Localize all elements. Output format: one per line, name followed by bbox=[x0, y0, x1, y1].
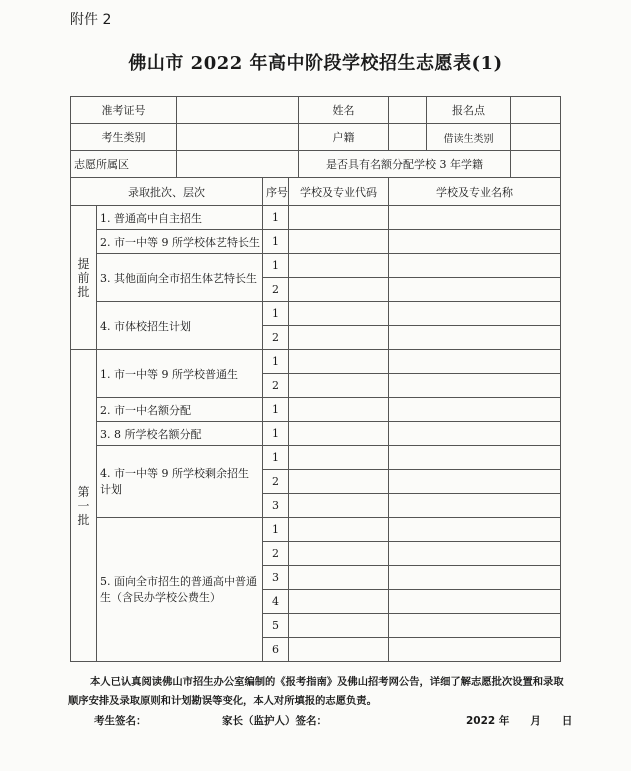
item-label: 1. 普通高中自主招生 bbox=[97, 206, 263, 230]
header-seq: 序号 bbox=[263, 178, 289, 206]
item-label: 1. 市一中等 9 所学校普通生 bbox=[97, 350, 263, 398]
item-label: 2. 市一中等 9 所学校体艺特长生 bbox=[97, 230, 263, 254]
code-cell[interactable] bbox=[289, 470, 389, 494]
seq-number: 2 bbox=[263, 278, 289, 302]
seq-number: 2 bbox=[263, 326, 289, 350]
code-cell[interactable] bbox=[289, 254, 389, 278]
category-label: 考生类别 bbox=[71, 124, 177, 151]
reg-point-label: 报名点 bbox=[427, 97, 511, 124]
table-row bbox=[71, 398, 561, 422]
batch-label-early: 提 前 批 bbox=[71, 206, 97, 350]
code-cell[interactable] bbox=[289, 566, 389, 590]
borrow-category-field[interactable] bbox=[511, 124, 561, 151]
name-cell[interactable] bbox=[389, 230, 561, 254]
name-cell[interactable] bbox=[389, 470, 561, 494]
name-cell[interactable] bbox=[389, 206, 561, 230]
borrow-category-label: 借读生类别 bbox=[427, 124, 511, 151]
reg-point-field[interactable] bbox=[511, 97, 561, 124]
code-cell[interactable] bbox=[289, 446, 389, 470]
info-row-1 bbox=[71, 97, 561, 124]
name-field[interactable] bbox=[389, 97, 427, 124]
seq-number: 1 bbox=[263, 422, 289, 446]
seq-number: 2 bbox=[263, 470, 289, 494]
info-row-3 bbox=[71, 151, 561, 178]
code-cell[interactable] bbox=[289, 590, 389, 614]
hukou-label: 户籍 bbox=[299, 124, 389, 151]
table-row bbox=[71, 206, 561, 230]
code-cell[interactable] bbox=[289, 230, 389, 254]
name-cell[interactable] bbox=[389, 518, 561, 542]
name-cell[interactable] bbox=[389, 350, 561, 374]
quota-label: 是否具有名额分配学校 3 年学籍 bbox=[299, 151, 511, 178]
signature-date: 2022 年 月 日 bbox=[466, 715, 573, 727]
code-cell[interactable] bbox=[289, 638, 389, 662]
header-code: 学校及专业代码 bbox=[289, 178, 389, 206]
annex-label: 附件 2 bbox=[70, 12, 112, 28]
code-cell[interactable] bbox=[289, 374, 389, 398]
code-cell[interactable] bbox=[289, 278, 389, 302]
category-field[interactable] bbox=[177, 124, 299, 151]
district-field[interactable] bbox=[177, 151, 299, 178]
name-cell[interactable] bbox=[389, 422, 561, 446]
code-cell[interactable] bbox=[289, 542, 389, 566]
exam-id-field[interactable] bbox=[177, 97, 299, 124]
seq-number: 4 bbox=[263, 590, 289, 614]
batch-label-first: 第 一 批 bbox=[71, 350, 97, 662]
name-cell[interactable] bbox=[389, 566, 561, 590]
seq-number: 1 bbox=[263, 518, 289, 542]
declaration-statement: 本人已认真阅读佛山市招生办公室编制的《报考指南》及佛山招考网公告，详细了解志愿批次设置和录取顺序安排及录取原则和计划勘误等变化，本人对所填报的志愿负责。 bbox=[68, 676, 564, 707]
item-label: 5. 面向全市招生的普通高中普通生（含民办学校公费生） bbox=[97, 518, 263, 662]
code-cell[interactable] bbox=[289, 206, 389, 230]
code-cell[interactable] bbox=[289, 518, 389, 542]
application-form-table bbox=[70, 96, 561, 662]
seq-number: 1 bbox=[263, 398, 289, 422]
name-cell[interactable] bbox=[389, 302, 561, 326]
seq-number: 5 bbox=[263, 614, 289, 638]
table-row bbox=[71, 302, 561, 326]
seq-number: 1 bbox=[263, 254, 289, 278]
item-label: 3. 其他面向全市招生体艺特长生 bbox=[97, 254, 263, 302]
table-row bbox=[71, 254, 561, 278]
code-cell[interactable] bbox=[289, 302, 389, 326]
seq-number: 1 bbox=[263, 302, 289, 326]
code-cell[interactable] bbox=[289, 614, 389, 638]
code-cell[interactable] bbox=[289, 398, 389, 422]
name-cell[interactable] bbox=[389, 614, 561, 638]
table-row bbox=[71, 422, 561, 446]
district-label: 志愿所属区 bbox=[71, 151, 177, 178]
header-name: 学校及专业名称 bbox=[389, 178, 561, 206]
name-cell[interactable] bbox=[389, 326, 561, 350]
code-cell[interactable] bbox=[289, 326, 389, 350]
name-label: 姓名 bbox=[299, 97, 389, 124]
table-row bbox=[71, 518, 561, 542]
form-title: 佛山市 2022 年高中阶段学校招生志愿表(1) bbox=[128, 53, 503, 74]
hukou-field[interactable] bbox=[389, 124, 427, 151]
item-label: 4. 市一中等 9 所学校剩余招生计划 bbox=[97, 446, 263, 518]
item-label: 2. 市一中名额分配 bbox=[97, 398, 263, 422]
seq-number: 1 bbox=[263, 446, 289, 470]
seq-number: 2 bbox=[263, 542, 289, 566]
header-row bbox=[71, 178, 561, 206]
name-cell[interactable] bbox=[389, 446, 561, 470]
item-label: 4. 市体校招生计划 bbox=[97, 302, 263, 350]
seq-number: 2 bbox=[263, 374, 289, 398]
seq-number: 3 bbox=[263, 494, 289, 518]
seq-number: 1 bbox=[263, 350, 289, 374]
info-row-2 bbox=[71, 124, 561, 151]
seq-number: 6 bbox=[263, 638, 289, 662]
exam-id-label: 准考证号 bbox=[71, 97, 177, 124]
header-batch-level: 录取批次、层次 bbox=[71, 178, 263, 206]
table-row bbox=[71, 350, 561, 374]
student-signature-label: 考生签名： bbox=[94, 715, 147, 727]
item-label: 3. 8 所学校名额分配 bbox=[97, 422, 263, 446]
name-cell[interactable] bbox=[389, 374, 561, 398]
parent-signature-label: 家长（监护人）签名： bbox=[222, 715, 327, 727]
seq-number: 1 bbox=[263, 230, 289, 254]
name-cell[interactable] bbox=[389, 398, 561, 422]
code-cell[interactable] bbox=[289, 350, 389, 374]
name-cell[interactable] bbox=[389, 542, 561, 566]
name-cell[interactable] bbox=[389, 590, 561, 614]
table-row bbox=[71, 446, 561, 470]
name-cell[interactable] bbox=[389, 254, 561, 278]
seq-number: 1 bbox=[263, 206, 289, 230]
code-cell[interactable] bbox=[289, 494, 389, 518]
table-row bbox=[71, 230, 561, 254]
name-cell[interactable] bbox=[389, 278, 561, 302]
name-cell[interactable] bbox=[389, 494, 561, 518]
quota-field[interactable] bbox=[511, 151, 561, 178]
name-cell[interactable] bbox=[389, 638, 561, 662]
code-cell[interactable] bbox=[289, 422, 389, 446]
seq-number: 3 bbox=[263, 566, 289, 590]
